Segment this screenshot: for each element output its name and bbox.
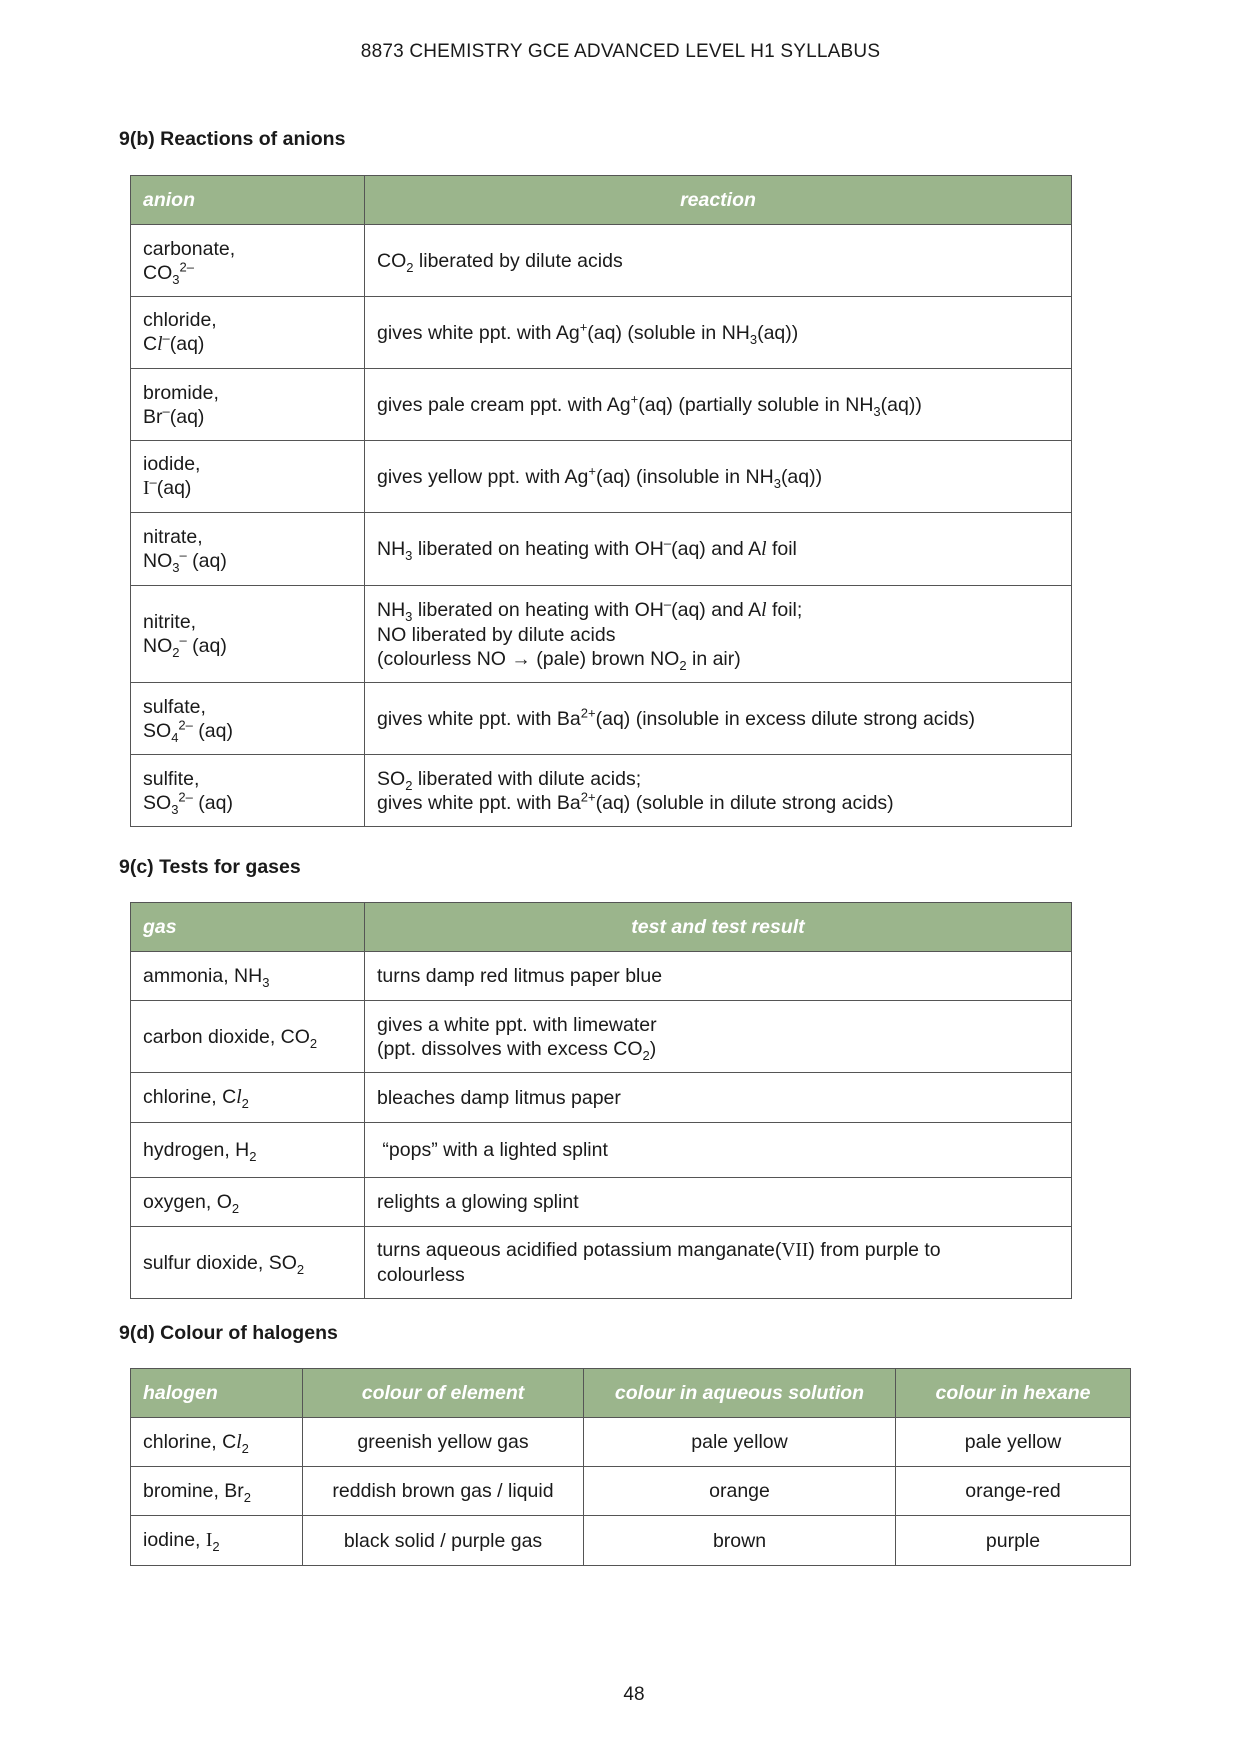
page-header: 8873 CHEMISTRY GCE ADVANCED LEVEL H1 SYLLABUS	[360, 41, 881, 62]
gas-cell: sulfur dioxide, $SO_2$	[131, 1227, 365, 1299]
gas-cell: ammonia, $NH_3$	[131, 952, 365, 1001]
test-line: turns damp red litmus paper blue	[377, 965, 663, 987]
table-row	[131, 513, 1072, 586]
anion-formula: $SO_3^{2-}$ (aq)	[143, 789, 233, 817]
table-row	[131, 1418, 1131, 1467]
anion-formula: $CO_3^{2-}$	[143, 259, 194, 287]
reaction-line: $NH_3$ liberated on heating with OH–(aq) and Al foil	[377, 535, 797, 563]
anion-formula: Br–(aq)	[143, 403, 205, 428]
anion-formula: $NO_2^-$ (aq)	[143, 632, 227, 660]
column-header-element-colour: colour of element	[303, 1369, 584, 1418]
test-cell	[365, 952, 1072, 1001]
page-number: 48	[623, 1684, 645, 1705]
reaction-line: gives yellow ppt. with Ag+(aq) (insoluble in $NH_3(aq)$)	[377, 463, 823, 491]
reaction-line: gives white ppt. with $Ba^{2+}(aq)$ (insoluble in excess dilute strong acids)	[377, 705, 975, 730]
test-cell	[365, 1227, 1072, 1299]
reaction-line: $CO_2$ liberated by dilute acids	[377, 249, 623, 275]
anion-cell	[131, 683, 365, 755]
reaction-line: $SO_2$ liberated with dilute acids;	[377, 767, 642, 793]
anion-formula: Cl–(aq)	[143, 330, 205, 355]
halogen-cell: chlorine, $Cl_2$	[131, 1418, 303, 1467]
anion-name: chloride,	[143, 309, 217, 331]
column-header-halogen: halogen	[131, 1369, 303, 1418]
table-row	[131, 755, 1072, 827]
reaction-cell	[365, 513, 1072, 586]
anions-header-row	[131, 176, 1072, 225]
column-header-test: test and test result	[365, 903, 1072, 952]
reaction-line: $NH_3$ liberated on heating with OH–(aq) and Al foil;	[377, 596, 803, 624]
halogen-cell: iodine, $I_2$	[131, 1516, 303, 1566]
test-cell	[365, 1178, 1072, 1227]
reaction-cell	[365, 225, 1072, 297]
table-row	[131, 1001, 1072, 1073]
element-colour-cell: black solid / purple gas	[303, 1516, 584, 1566]
reaction-cell	[365, 441, 1072, 513]
test-cell	[365, 1001, 1072, 1073]
reaction-cell	[365, 586, 1072, 683]
table-row	[131, 1073, 1072, 1123]
column-header-reaction: reaction	[365, 176, 1072, 225]
anion-name: bromide,	[143, 381, 219, 404]
reaction-cell	[365, 755, 1072, 827]
anion-name: sulfate,	[143, 695, 206, 718]
test-line: relights a glowing splint	[377, 1191, 579, 1213]
anion-cell	[131, 586, 365, 683]
element-colour-cell: reddish brown gas / liquid	[303, 1467, 584, 1516]
column-header-hexane-colour: colour in hexane	[896, 1369, 1131, 1418]
aqueous-colour-cell: orange	[584, 1467, 896, 1516]
table-row	[131, 586, 1072, 683]
table-row	[131, 1123, 1072, 1178]
reaction-line: gives white ppt. with Ag+(aq) (soluble in $NH_3(aq)$)	[377, 319, 799, 347]
table-row	[131, 683, 1072, 755]
table-row	[131, 1178, 1072, 1227]
gas-cell: chlorine, $Cl_2$	[131, 1073, 365, 1123]
test-line: (ppt. dissolves with excess $CO_2$)	[377, 1037, 657, 1063]
gas-cell: carbon dioxide, $CO_2$	[131, 1001, 365, 1073]
column-header-anion: anion	[131, 176, 365, 225]
anion-name: nitrate,	[143, 526, 203, 548]
test-line: turns aqueous acidified potassium manganate(VII) from purple to	[377, 1239, 941, 1261]
table-row	[131, 369, 1072, 441]
test-line: “pops” with a lighted splint	[377, 1139, 608, 1161]
table-row	[131, 441, 1072, 513]
reaction-cell	[365, 297, 1072, 369]
anion-name: sulfite,	[143, 767, 200, 790]
test-cell	[365, 1073, 1072, 1123]
anion-cell	[131, 369, 365, 441]
anion-name: iodide,	[143, 453, 201, 475]
gas-cell: hydrogen, $H_2$	[131, 1123, 365, 1178]
section-title-gases: 9(c) Tests for gases	[119, 856, 301, 878]
anion-formula: $NO_3^-$ (aq)	[143, 547, 227, 575]
reaction-line: gives white ppt. with $Ba^{2+}(aq)$ (soluble in dilute strong acids)	[377, 789, 894, 814]
anion-cell	[131, 441, 365, 513]
hexane-colour-cell: pale yellow	[896, 1418, 1131, 1467]
anion-cell	[131, 513, 365, 586]
reaction-line: gives pale cream ppt. with Ag+(aq) (partially soluble in $NH_3(aq)$)	[377, 391, 922, 419]
test-line: bleaches damp litmus paper	[377, 1086, 621, 1109]
table-row	[131, 952, 1072, 1001]
table-row	[131, 1467, 1131, 1516]
gases-header-row	[131, 903, 1072, 952]
anion-cell	[131, 297, 365, 369]
anions-table	[130, 175, 1072, 827]
reaction-line: (colourless NO → (pale) brown $NO_2$ in air)	[377, 647, 741, 673]
reaction-cell	[365, 369, 1072, 441]
halogen-cell: bromine, $Br_2$	[131, 1467, 303, 1516]
aqueous-colour-cell: brown	[584, 1516, 896, 1566]
reaction-line: NO liberated by dilute acids	[377, 623, 616, 646]
gases-table	[130, 902, 1072, 1299]
halogens-table	[130, 1368, 1131, 1566]
hexane-colour-cell: orange-red	[896, 1467, 1131, 1516]
table-row	[131, 1516, 1131, 1566]
anion-formula: $SO_4^{2-}$ (aq)	[143, 717, 233, 745]
anion-name: nitrite,	[143, 611, 197, 633]
anion-name: carbonate,	[143, 237, 236, 260]
table-row	[131, 225, 1072, 297]
aqueous-colour-cell: pale yellow	[584, 1418, 896, 1467]
element-colour-cell: greenish yellow gas	[303, 1418, 584, 1467]
test-cell	[365, 1123, 1072, 1178]
section-title-halogens: 9(d) Colour of halogens	[119, 1322, 338, 1344]
halogens-header-row	[131, 1369, 1131, 1418]
anion-formula: I–(aq)	[143, 474, 192, 499]
test-line: colourless	[377, 1264, 465, 1286]
anion-cell	[131, 225, 365, 297]
anion-cell	[131, 755, 365, 827]
section-title-anions: 9(b) Reactions of anions	[119, 128, 346, 150]
column-header-aqueous-colour: colour in aqueous solution	[584, 1369, 896, 1418]
reaction-cell	[365, 683, 1072, 755]
test-line: gives a white ppt. with limewater	[377, 1013, 657, 1036]
gas-cell: oxygen, $O_2$	[131, 1178, 365, 1227]
column-header-gas: gas	[131, 903, 365, 952]
hexane-colour-cell: purple	[896, 1516, 1131, 1566]
table-row	[131, 1227, 1072, 1299]
table-row	[131, 297, 1072, 369]
